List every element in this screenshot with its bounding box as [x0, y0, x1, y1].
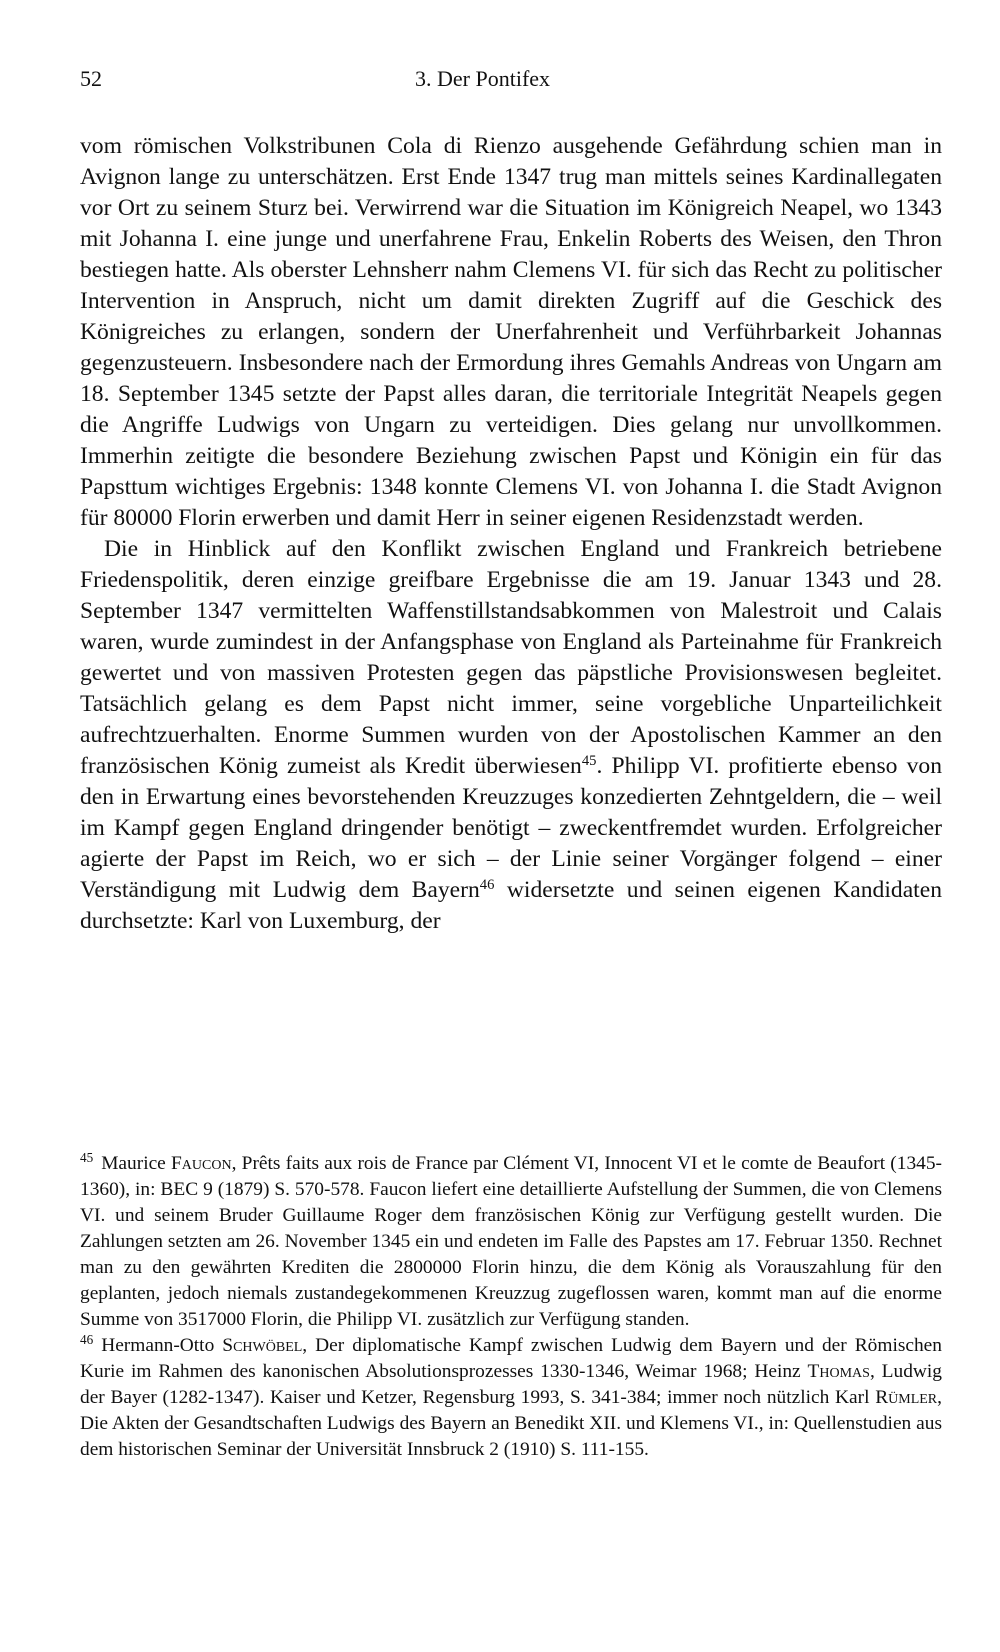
paragraph-2-text-b: . Philipp VI. profitierte ebenso von den in Erwartung eines bevorstehenden Kreuzzuges konzedierten Zehntgeldern, die – weil im Kampf gegen England dringender benötigt – zweckentfremdet wurden. Erfolgreicher agierte der Papst im Reich, wo er sich – der Linie seiner Vorgänger folgend – einer Verständigung mit Ludwig dem Bayern [80, 753, 942, 903]
running-head: 3. Der Pontifex [415, 66, 551, 91]
footnote-46-author-1: Schwöbel [222, 1335, 303, 1356]
footnote-46-author-2: Thomas [807, 1361, 870, 1382]
footnote-ref-46: 46 [479, 876, 495, 893]
main-text [80, 131, 942, 937]
footnote-46-number: 46 [80, 1332, 94, 1348]
paragraph-1: vom römischen Volkstribunen Cola di Rienzo ausgehende Gefährdung schien man in Avignon lange zu unterschätzen. Erst Ende 1347 trug man mittels seines Kardinallegaten vor Ort zu seinem Sturz bei. Verwirrend war die Situation im Königreich Neapel, wo 1343 mit Johanna I. eine junge und unerfahrene Frau, Enkelin Roberts des Weisen, den Thron bestiegen hatte. Als oberster Lehnsherr nahm Clemens VI. für sich das Recht zu politischer Intervention in Anspruch, nicht um damit direkten Zugriff auf die Geschick des Königreiches zu erlangen, sondern der Unerfahrenheit und Verführbarkeit Johannas gegenzusteuern. Insbesondere nach der Ermordung ihres Gemahls Andreas von Ungarn am 18. September 1345 setzte der Papst alles daran, die territoriale Integrität Neapels gegen die Angriffe Ludwigs von Ungarn zu verteidigen. Dies gelang nur unvollkommen. Immerhin zeitigte die besondere Beziehung zwischen Papst und Königin ein für das Papsttum wichtiges Ergebnis: 1348 konnte Clemens VI. von Johanna I. die Stadt Avignon für 80000 Florin erwerben und damit Herr in seiner eigenen Residenzstadt werden. [80, 133, 942, 531]
paragraph-2-text-c: widersetzte und seinen eigenen Kandidaten durchsetzte: Karl von Luxemburg, der [80, 877, 942, 934]
footnote-46-text-d: , Die Akten der Gesandtschaften Ludwigs des Bayern an Benedikt XII. und Klemens VI., in: Quellenstudien aus dem historischen Seminar der Universität Innsbruck 2 (1910) S. 111-155. [80, 1387, 942, 1460]
footnote-46 [80, 1333, 942, 1463]
footnote-45-text-b: , Prêts faits aux rois de France par Clément VI, Innocent VI et le comte de Beaufort (1345-1360), in: BEC 9 (1879) S. 570-578. Faucon liefert eine detaillierte Aufstellung der Summen, die von Clemens VI. und seinem Bruder Guillaume Roger dem französischen König zur Verfügung gestellt wurden. Die Zahlungen setzten am 26. November 1345 ein und endeten im Falle des Papstes am 17. Februar 1350. Rechnet man zu den gewährten Krediten die 2800000 Florin hinzu, die dem König als Vorauszahlung für den geplanten, jedoch niemals zustandegekommenen Kreuzzug zugeflossen waren, kommt man auf die enorme Summe von 3517000 Florin, die Philipp VI. zusätzlich zur Verfügung standen. [80, 1153, 942, 1330]
page-number: 52 [80, 66, 102, 91]
footnote-46-text-a: Hermann-Otto [101, 1335, 223, 1356]
footnote-ref-45: 45 [581, 752, 597, 769]
footnote-45-author: Faucon [171, 1153, 232, 1174]
footnote-46-author-3: Rümler [875, 1387, 938, 1408]
footnotes [80, 1151, 942, 1463]
paragraph-2-text-a: Die in Hinblick auf den Konflikt zwischen England und Frankreich betriebene Friedenspolitik, deren einzige greifbare Ergebnisse die am 19. Januar 1343 und 28. September 1347 vermittelten Waffenstillstandsabkommen von Malestroit und Calais waren, wurde zumindest in der Anfangsphase von England als Parteinahme für Frankreich gewertet und von massiven Protesten gegen das päpstliche Provisionswesen begleitet. Tatsächlich gelang es dem Papst nicht immer, seine vorgebliche Unparteilichkeit aufrechtzuerhalten. Enorme Summen wurden von der Apostolischen Kammer an den französischen König zumeist als Kredit überwiesen [80, 536, 942, 779]
footnote-45 [80, 1151, 942, 1333]
footnote-46-text-b: , Der diplomatische Kampf zwischen Ludwig dem Bayern und der Römischen Kurie im Rahmen des kanonischen Absolutionsprozesses 1330-1346, Weimar 1968; Heinz [80, 1335, 942, 1382]
footnote-45-number: 45 [80, 1150, 94, 1166]
paragraph-2 [80, 534, 942, 937]
page-header [80, 66, 942, 100]
footnote-45-text-a: Maurice [101, 1153, 172, 1174]
footnote-46-text-c: , Ludwig der Bayer (1282-1347). Kaiser und Ketzer, Regensburg 1993, S. 341-384; immer noch nützlich Karl [80, 1361, 942, 1408]
